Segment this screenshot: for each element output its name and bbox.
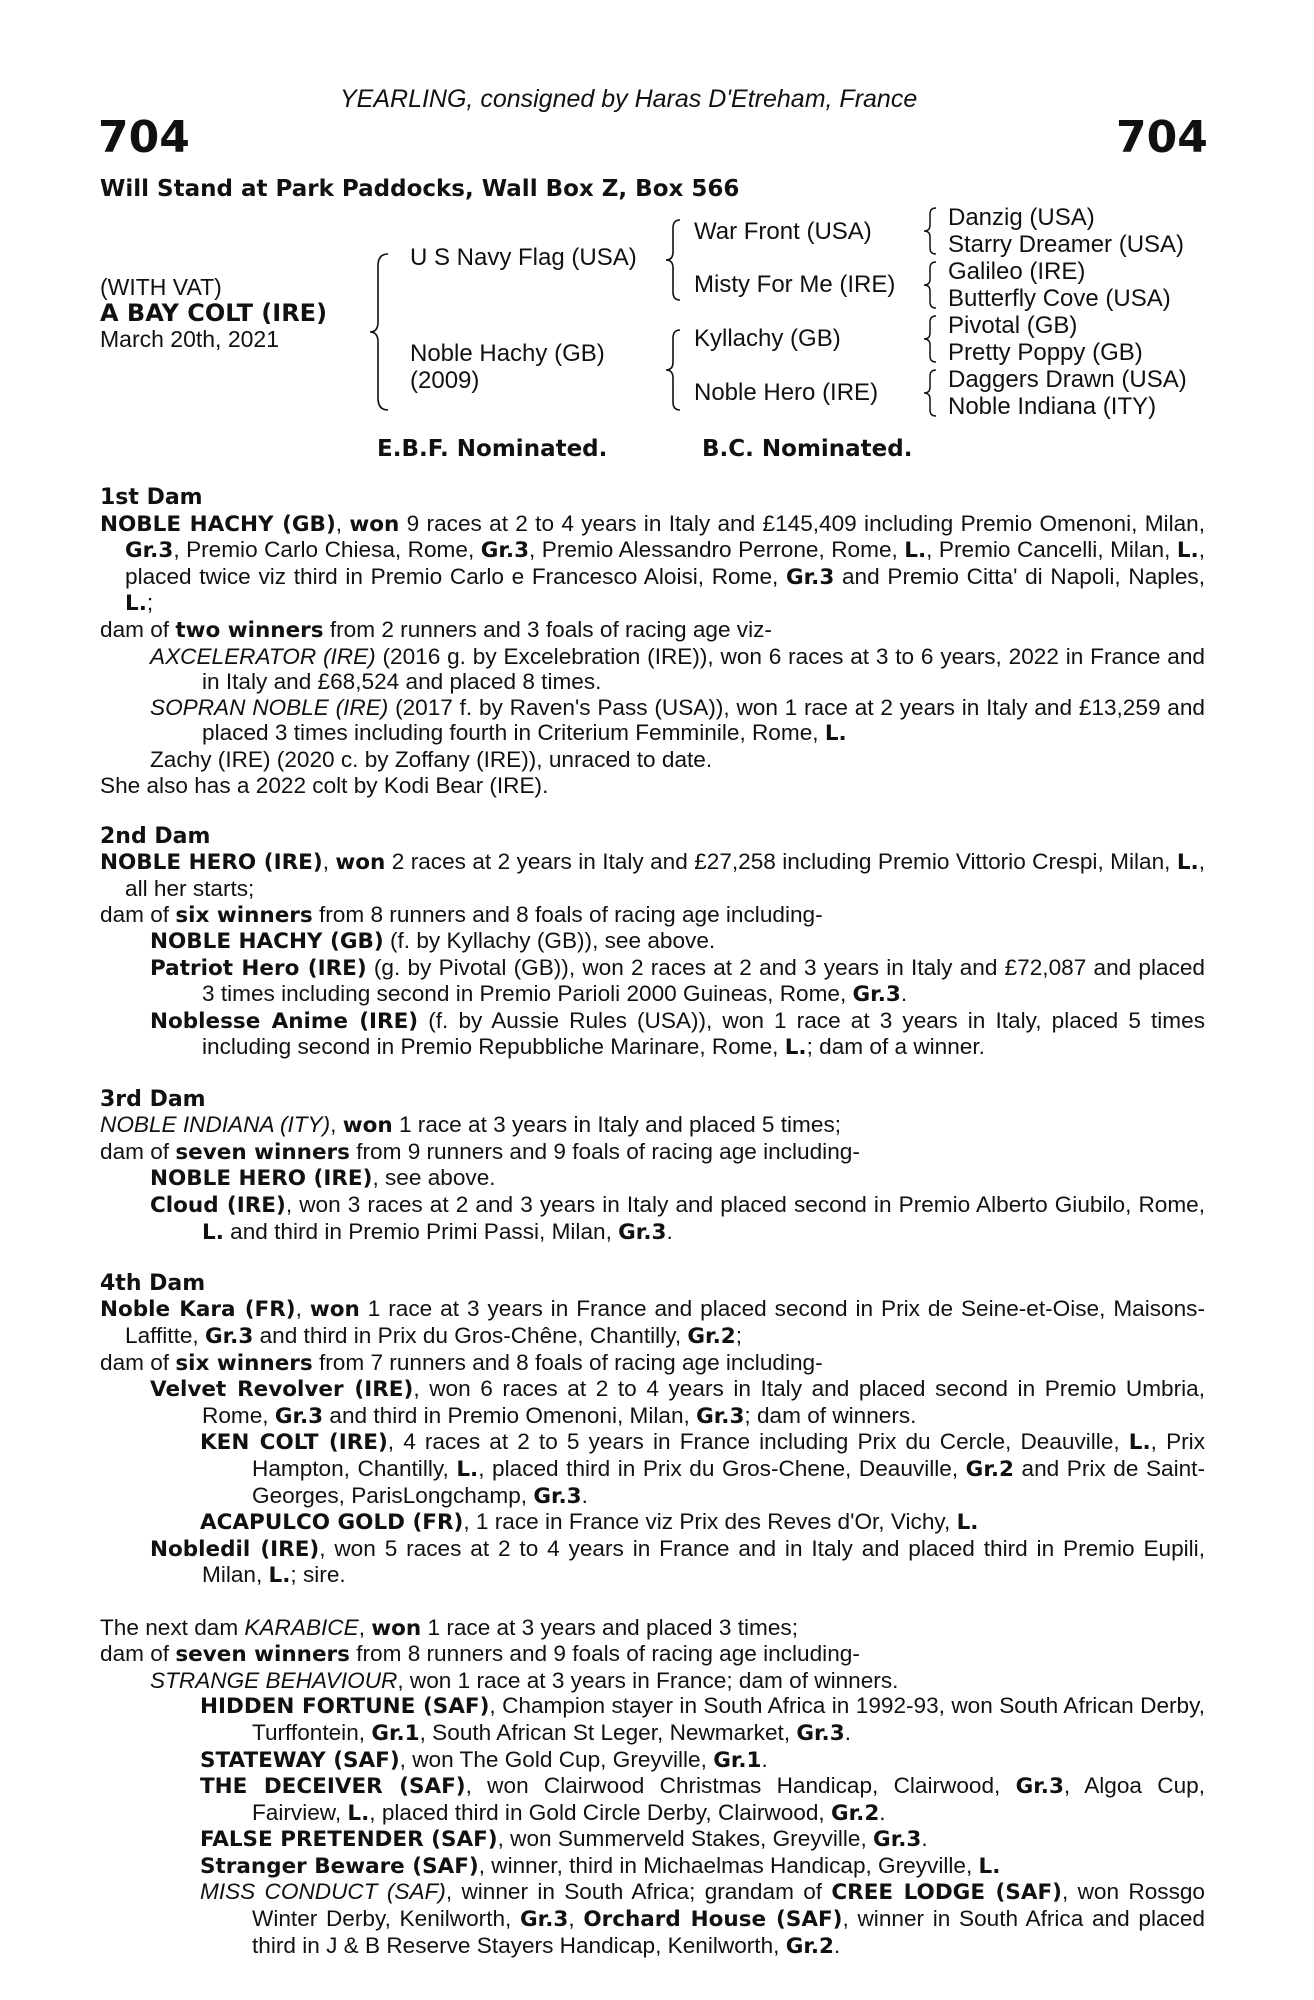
dam-record: NOBLE INDIANA (ITY), won 1 race at 3 years in Italy and placed 5 times;: [100, 1112, 842, 1139]
catalogue-body: [100, 485, 1205, 1959]
pedigree-brace-sire: [664, 218, 684, 302]
grandproduce-item: STATEWAY (SAF), won The Gold Cup, Greyville, Gr.1.: [200, 1746, 768, 1773]
sire-sire: War Front (USA): [694, 218, 872, 245]
grandsire-8: Noble Indiana (ITY): [948, 393, 1157, 420]
stand-location: Will Stand at Park Paddocks, Wall Box Z, Box 566: [100, 176, 740, 202]
next-dam-section: [100, 1615, 1205, 1960]
fourth-dam-section: [100, 1271, 1205, 1589]
grandproduce-item: HIDDEN FORTUNE (SAF), Champion stayer in South Africa in 1992-93, won South African Derby, Turffontein, Gr.1, South African St Leger, Newmarket, Gr.3.: [200, 1693, 1205, 1746]
first-dam-section: [100, 485, 1205, 798]
produce-item: STRANGE BEHAVIOUR, won 1 race at 3 years in France; dam of winners.: [150, 1667, 899, 1693]
grandsire-4: Butterfly Cove (USA): [948, 285, 1171, 312]
section-title: 2nd Dam: [100, 823, 211, 849]
dam-record: Noble Kara (FR), won 1 race at 3 years in France and placed second in Prix de Seine-et-Oise, Maisons-Laffitte, Gr.3 and third in Prix du Gros-Chêne, Chantilly, Gr.2;: [100, 1296, 1205, 1349]
produce-item: NOBLE HACHY (GB) (f. by Kyllachy (GB)), see above.: [150, 928, 716, 955]
bc-nomination: B.C. Nominated.: [702, 436, 913, 462]
grandproduce-item: Stranger Beware (SAF), winner, third in Michaelmas Handicap, Greyville, L.: [200, 1852, 1001, 1879]
grandproduce-item: FALSE PRETENDER (SAF), won Summerveld Stakes, Greyville, Gr.3.: [200, 1826, 928, 1853]
dam-dam: Noble Hero (IRE): [694, 379, 879, 406]
produce-item: AXCELERATOR (IRE) (2016 g. by Excelebration (IRE)), won 6 races at 3 to 6 years, 2022 in France and in Italy and £68,524 and placed 8 times.: [150, 643, 1205, 695]
pedigree-brace-g2: [922, 260, 940, 310]
grandsire-2: Starry Dreamer (USA): [948, 231, 1185, 258]
sire: U S Navy Flag (USA): [410, 244, 637, 271]
grandproduce-item: KEN COLT (IRE), 4 races at 2 to 5 years in France including Prix du Cercle, Deauville, L., Prix Hampton, Chantilly, L., placed third in Prix du Gros-Chene, Deauville, Gr.2 and Prix de Saint-Georges, ParisLongchamp, Gr.3.: [200, 1429, 1205, 1509]
grandsire-6: Pretty Poppy (GB): [948, 339, 1143, 366]
consignment-line: YEARLING, consigned by Haras D'Etreham, France: [340, 85, 918, 113]
produce-item: Zachy (IRE) (2020 c. by Zoffany (IRE)), unraced to date.: [150, 746, 713, 772]
dam-year: (2009): [410, 367, 480, 394]
produce-summary: dam of six winners from 7 runners and 8 foals of racing age including-: [100, 1349, 823, 1376]
third-dam-section: [100, 1087, 1205, 1246]
produce-item: Cloud (IRE), won 3 races at 2 and 3 years in Italy and placed second in Premio Alberto Giubilo, Rome, L. and third in Premio Primi Passi, Milan, Gr.3.: [150, 1192, 1205, 1245]
lot-number-right: 704: [1116, 112, 1208, 163]
produce-item: Noblesse Anime (IRE) (f. by Aussie Rules (USA)), won 1 race at 3 years in Italy, placed 5 times including second in Premio Repubbliche Marinare, Rome, L.; dam of a winner.: [150, 1007, 1205, 1061]
pedigree-brace-g4: [922, 368, 940, 418]
dam-sire: Kyllachy (GB): [694, 325, 841, 352]
produce-item: SOPRAN NOBLE (IRE) (2017 f. by Raven's Pass (USA)), won 1 race at 2 years in Italy and £13,259 and placed 3 times including fourth in Criterium Femminile, Rome, L.: [150, 694, 1205, 747]
grandsire-3: Galileo (IRE): [948, 258, 1086, 285]
dam-record: The next dam KARABICE, won 1 race at 3 years and placed 3 times;: [100, 1614, 798, 1641]
horse-name: NOBLE HACHY (GB): [100, 511, 336, 537]
grandsire-5: Pivotal (GB): [948, 312, 1078, 339]
pedigree-brace-g1: [922, 206, 940, 256]
horse-name: A BAY COLT (IRE): [100, 299, 328, 327]
grandsire-7: Daggers Drawn (USA): [948, 366, 1187, 393]
dam-record: NOBLE HERO (IRE), won 2 races at 2 years in Italy and £27,258 including Premio Vittorio Crespi, Milan, L., all her starts;: [100, 849, 1205, 901]
pedigree-brace-main: [368, 252, 392, 412]
section-title: 3rd Dam: [100, 1086, 206, 1112]
also-note: She also has a 2022 colt by Kodi Bear (IRE).: [100, 772, 549, 798]
won-label: won: [349, 511, 400, 537]
section-title: 4th Dam: [100, 1270, 206, 1296]
produce-summary: dam of two winners from 2 runners and 3 foals of racing age viz-: [100, 616, 772, 643]
produce-item: Nobledil (IRE), won 5 races at 2 to 4 years in France and in Italy and placed third in Premio Eupili, Milan, L.; sire.: [150, 1535, 1205, 1589]
grandproduce-item: ACAPULCO GOLD (FR), 1 race in France viz Prix des Reves d'Or, Vichy, L.: [200, 1509, 979, 1536]
produce-summary: dam of seven winners from 8 runners and 9 foals of racing age including-: [100, 1641, 860, 1668]
foaling-date: March 20th, 2021: [100, 326, 280, 352]
grandproduce-item: THE DECEIVER (SAF), won Clairwood Christmas Handicap, Clairwood, Gr.3, Algoa Cup, Fairview, L., placed third in Gold Circle Derby, Clairwood, Gr.2.: [200, 1773, 1205, 1826]
second-dam-section: [100, 824, 1205, 1061]
ebf-nomination: E.B.F. Nominated.: [377, 436, 608, 462]
grandproduce-item: MISS CONDUCT (SAF), winner in South Africa; grandam of CREE LODGE (SAF), won Rossgo Winter Derby, Kenilworth, Gr.3, Orchard House (SAF), winner in South Africa and placed third in J & B Reserve Stayers Handicap, Kenilworth, Gr.2.: [200, 1879, 1205, 1959]
vat-note: (WITH VAT): [100, 274, 222, 300]
produce-item: NOBLE HERO (IRE), see above.: [150, 1165, 496, 1192]
dam: Noble Hachy (GB): [410, 340, 605, 367]
grandsire-1: Danzig (USA): [948, 204, 1095, 231]
section-title: 1st Dam: [100, 485, 203, 510]
produce-item: Velvet Revolver (IRE), won 6 races at 2 to 4 years in Italy and placed second in Premio Umbria, Rome, Gr.3 and third in Premio Omenoni, Milan, Gr.3; dam of winners.: [150, 1376, 1205, 1429]
dam-record: NOBLE HACHY (GB), won 9 races at 2 to 4 years in Italy and £145,409 including Premio Omenoni, Milan, Gr.3, Premio Carlo Chiesa, Rome, Gr.3, Premio Alessandro Perrone, Rome, L., Premio Cancelli, Milan, L., placed twice viz third in Premio Carlo e Francesco Aloisi, Rome, Gr.3 and Premio Citta' di Napoli, Naples, L.;: [100, 510, 1206, 617]
lot-number-left: 704: [98, 112, 190, 163]
pedigree-brace-dam: [664, 328, 684, 412]
pedigree-brace-g3: [922, 314, 940, 364]
produce-summary: dam of seven winners from 9 runners and 9 foals of racing age including-: [100, 1138, 860, 1165]
produce-item: Patriot Hero (IRE) (g. by Pivotal (GB)), won 2 races at 2 and 3 years in Italy and £72,087 and placed 3 times including second in Premio Parioli 2000 Guineas, Rome, Gr.3.: [150, 954, 1205, 1008]
produce-summary: dam of six winners from 8 runners and 8 foals of racing age including-: [100, 901, 823, 928]
sire-dam: Misty For Me (IRE): [694, 271, 896, 298]
